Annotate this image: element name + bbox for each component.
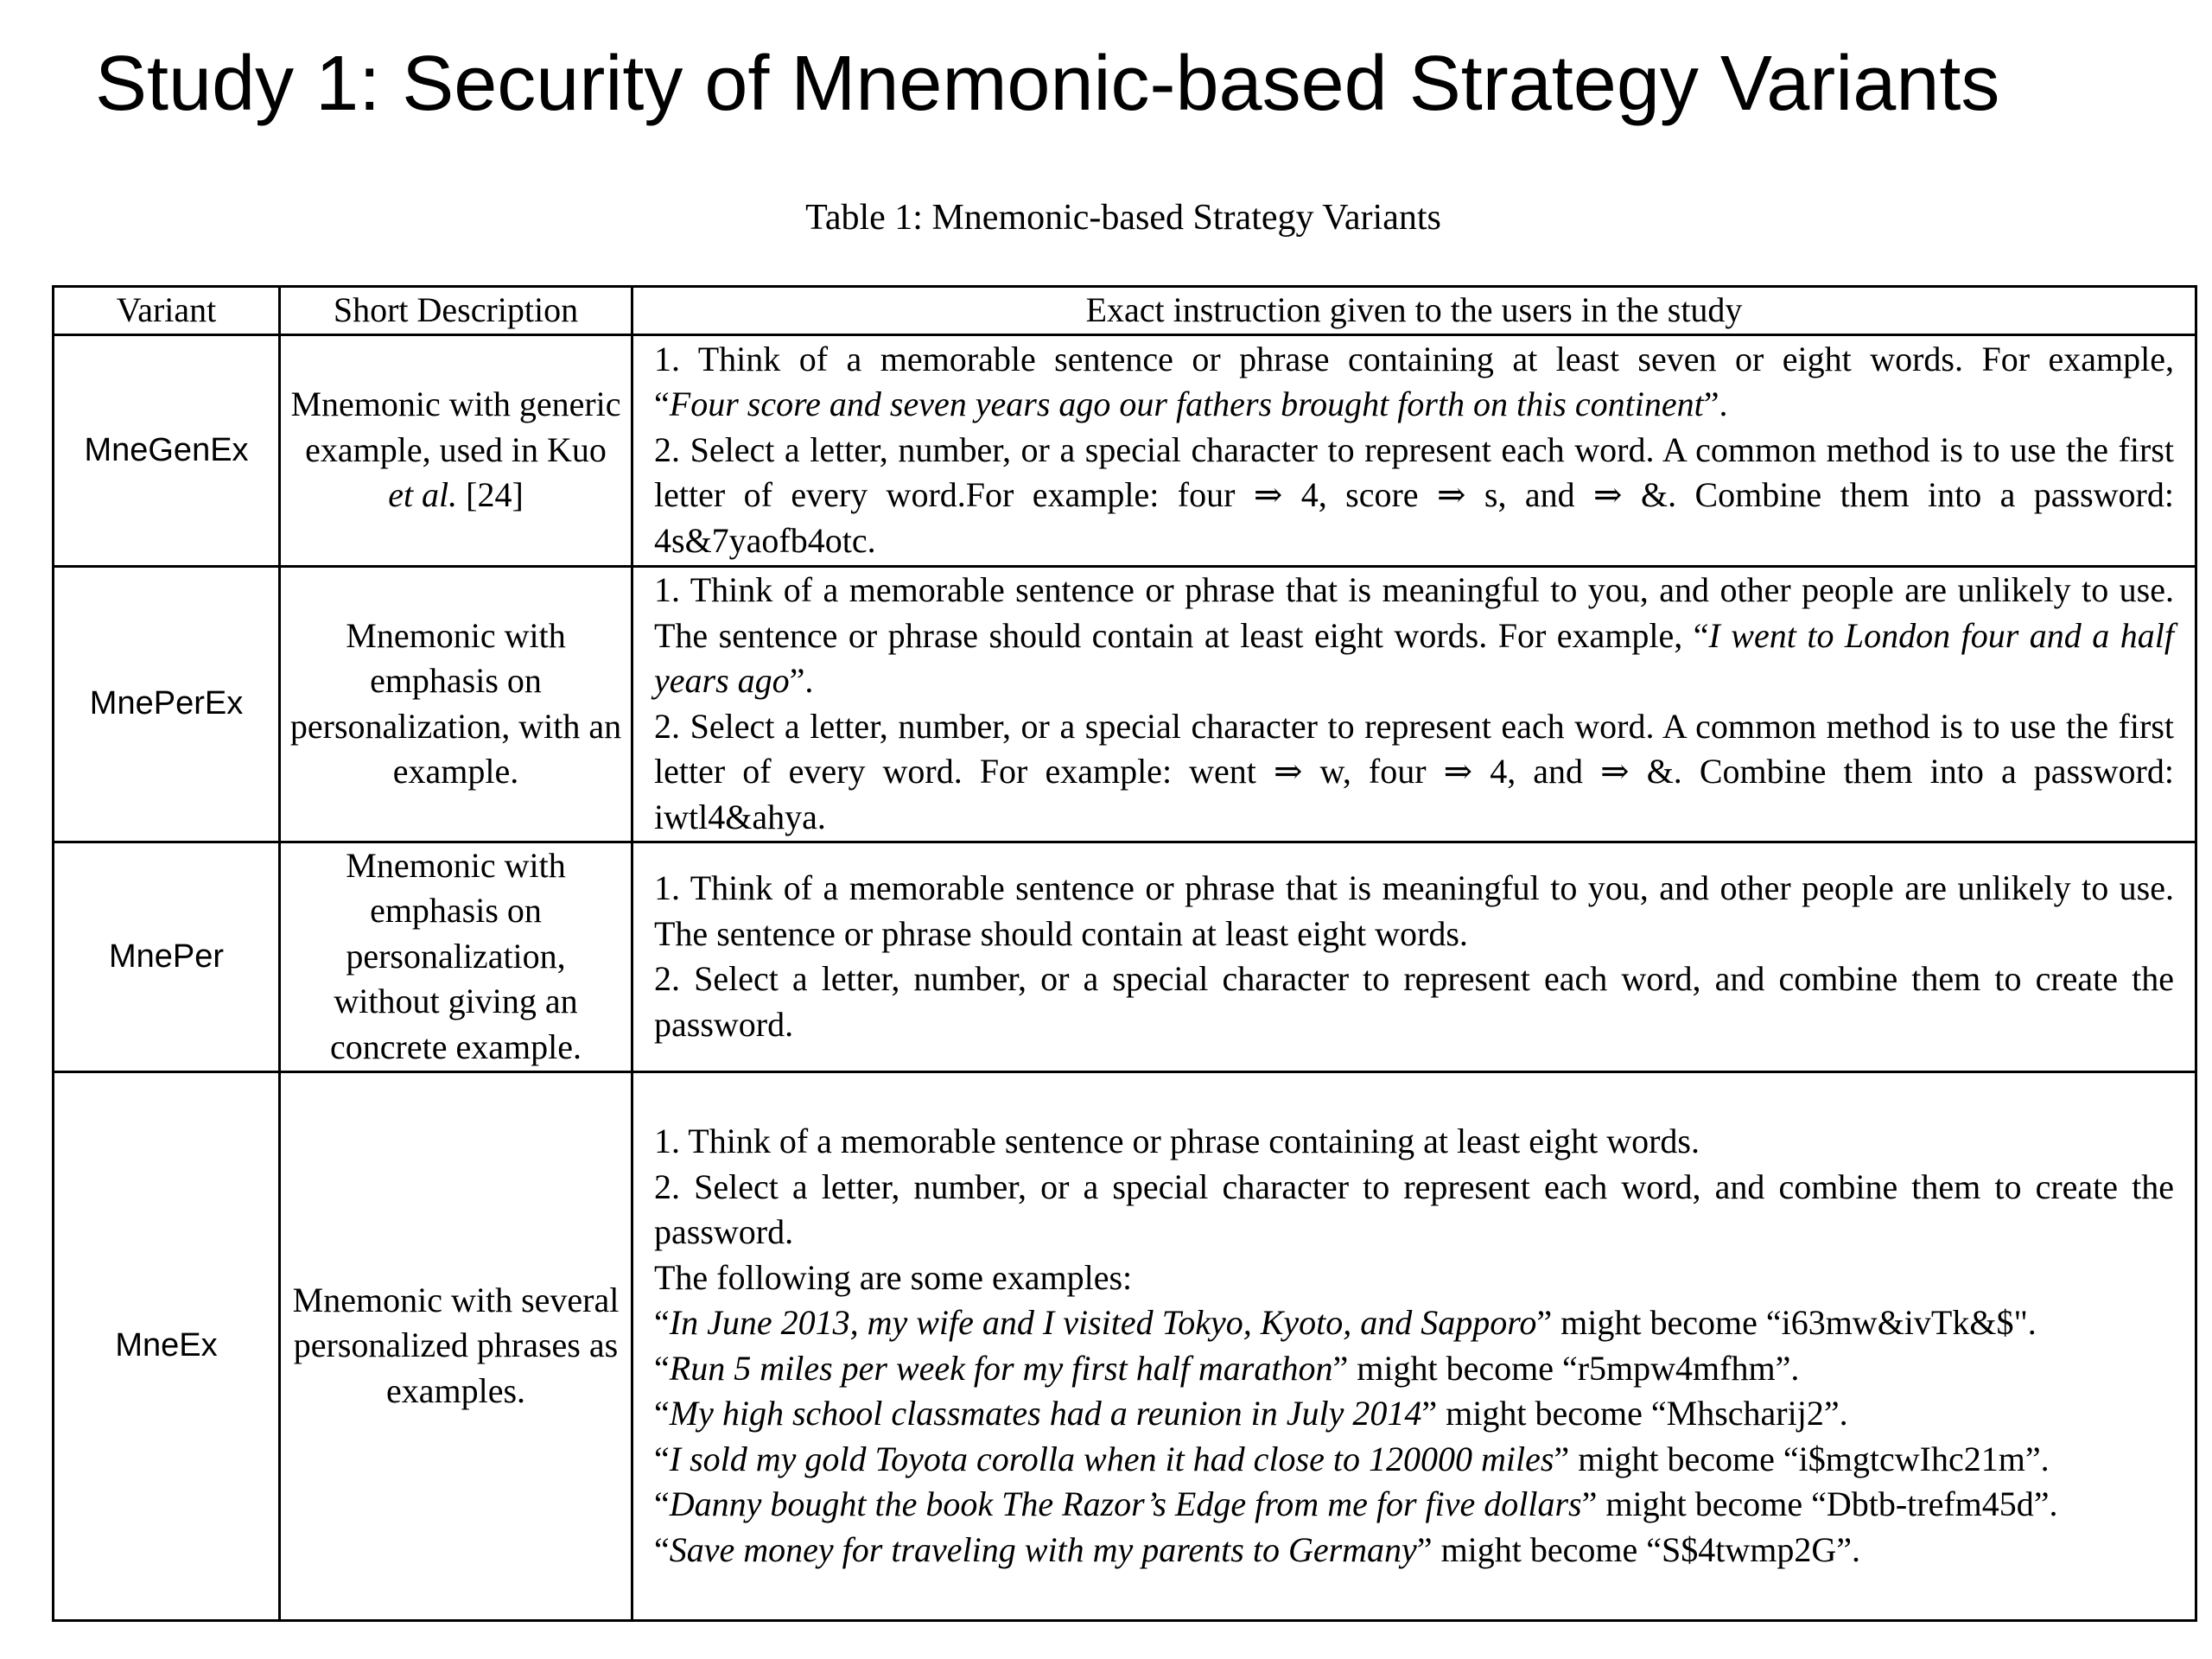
variant-cell: MneGenEx <box>54 334 280 566</box>
table-row-mneper <box>54 842 2196 1071</box>
instruction-cell <box>632 1071 2196 1620</box>
column-header-short-description: Short Description <box>280 287 632 335</box>
instruction-text: 1. Think of a memorable sentence or phrase that is meaningful to you, and other people are unlikely to use. The sentence or phrase should contain at least eight words. For example, “ <box>654 570 2174 655</box>
instruction-step-1: 1. Think of a memorable sentence or phrase that is meaningful to you, and other people are unlikely to use. The sentence or phrase should contain at least eight words. <box>654 868 2174 953</box>
instruction-example-line <box>654 382 2174 428</box>
example-phrase: My high school classmates had a reunion in July 2014 <box>669 1394 1422 1433</box>
table-header-row <box>54 287 2196 335</box>
example-phrase: Save money for traveling with my parents to Germany <box>669 1529 1417 1569</box>
table-row-mneex <box>54 1071 2196 1620</box>
instruction-step-2: 2. Select a letter, number, or a special character to represent each word. A common method is to use the first letter of every word.For example: four ⇒ 4, score ⇒ s, and ⇒ &. Combine them into a password: 4s&7yaofb4otc. <box>654 429 2174 560</box>
description-italic: et al. <box>388 475 458 515</box>
example-phrase: Danny bought the book The Razor’s Edge from me for five dollars <box>669 1484 1582 1523</box>
short-description-cell: Mnemonic with emphasis on personalization, with an example. <box>280 566 632 842</box>
example-item: “I sold my gold Toyota corolla when it had close to 120000 miles” might become “i$mgtcwIhc21m”. <box>654 1439 2050 1478</box>
instruction-cell <box>632 842 2196 1071</box>
example-password: “Mhscharij2”. <box>1650 1394 1848 1433</box>
quote-close: ”. <box>789 661 814 700</box>
column-header-variant: Variant <box>54 287 280 335</box>
examples-intro: The following are some examples: <box>654 1257 1133 1297</box>
example-item: “My high school classmates had a reunion in July 2014” might become “Mhscharij2”. <box>654 1394 1848 1433</box>
short-description-cell: Mnemonic with emphasis on personalization, without giving an concrete example. <box>280 842 632 1071</box>
example-password: “i$mgtcwIhc21m”. <box>1783 1439 2050 1478</box>
example-item: “In June 2013, my wife and I visited Tokyo, Kyoto, and Sapporo” might become “i63mw&ivTk&$". <box>654 1303 2037 1342</box>
instruction-step-2: 2. Select a letter, number, or a special character to represent each word. A common method is to use the first letter of every word. For example: went ⇒ w, four ⇒ 4, and ⇒ &. Combine them into a password: iwtl4&ahya. <box>654 706 2174 836</box>
example-phrase: Four score and seven years ago our fathers brought forth on this continent <box>669 385 1704 424</box>
instruction-cell <box>632 566 2196 842</box>
example-item: “Run 5 miles per week for my first half marathon” might become “r5mpw4mfhm”. <box>654 1348 1800 1388</box>
example-password: “S$4twmp2G”. <box>1646 1529 1861 1569</box>
quote-open: “ <box>654 385 670 424</box>
example-phrase: I went to London four and a half years ago <box>654 615 2174 700</box>
variant-cell: MnePer <box>54 842 280 1071</box>
example-phrase: In June 2013, my wife and I visited Tokyo, Kyoto, and Sapporo <box>669 1303 1537 1342</box>
column-header-exact-instruction: Exact instruction given to the users in the study <box>632 287 2196 335</box>
table-caption: Table 1: Mnemonic-based Strategy Variants <box>805 198 1441 238</box>
slide-title: Study 1: Security of Mnemonic-based Strategy Variants <box>95 41 2000 127</box>
description-text: Mnemonic with generic example, used in Kuo <box>290 385 621 469</box>
example-password: “i63mw&ivTk&$". <box>1765 1303 2037 1342</box>
example-item: “Save money for traveling with my parents to Germany” might become “S$4twmp2G”. <box>654 1529 1861 1569</box>
instruction-cell <box>632 334 2196 566</box>
example-password: “r5mpw4mfhm”. <box>1561 1348 1800 1388</box>
example-phrase: Run 5 miles per week for my first half marathon <box>669 1348 1333 1388</box>
instruction-step-1: 1. Think of a memorable sentence or phrase containing at least eight words. <box>654 1122 1700 1160</box>
instruction-step-1 <box>654 568 2174 704</box>
instruction-step-2: 2. Select a letter, number, or a special character to represent each word, and combine them to create the password. <box>654 1166 2174 1251</box>
short-description-cell: Mnemonic with several personalized phrases as examples. <box>280 1071 632 1620</box>
example-password: “Dbtb-trefm45d”. <box>1811 1484 2058 1523</box>
table-row-mnegenex <box>54 334 2196 566</box>
variant-cell: MneEx <box>54 1071 280 1620</box>
instruction-step-1: 1. Think of a memorable sentence or phrase containing at least seven or eight words. For example, <box>654 339 2174 378</box>
variants-table <box>52 285 2197 1622</box>
description-citation: [24] <box>457 475 524 515</box>
example-phrase: I sold my gold Toyota corolla when it had close to 120000 miles <box>669 1439 1554 1478</box>
instruction-step-2: 2. Select a letter, number, or a special character to represent each word, and combine them to create the password. <box>654 959 2174 1044</box>
short-description-cell <box>280 334 632 566</box>
example-item: “Danny bought the book The Razor’s Edge from me for five dollars” might become “Dbtb-trefm45d”. <box>654 1484 2058 1523</box>
table-row-mneperex <box>54 566 2196 842</box>
quote-close: ”. <box>1703 385 1728 424</box>
variant-cell: MnePerEx <box>54 566 280 842</box>
